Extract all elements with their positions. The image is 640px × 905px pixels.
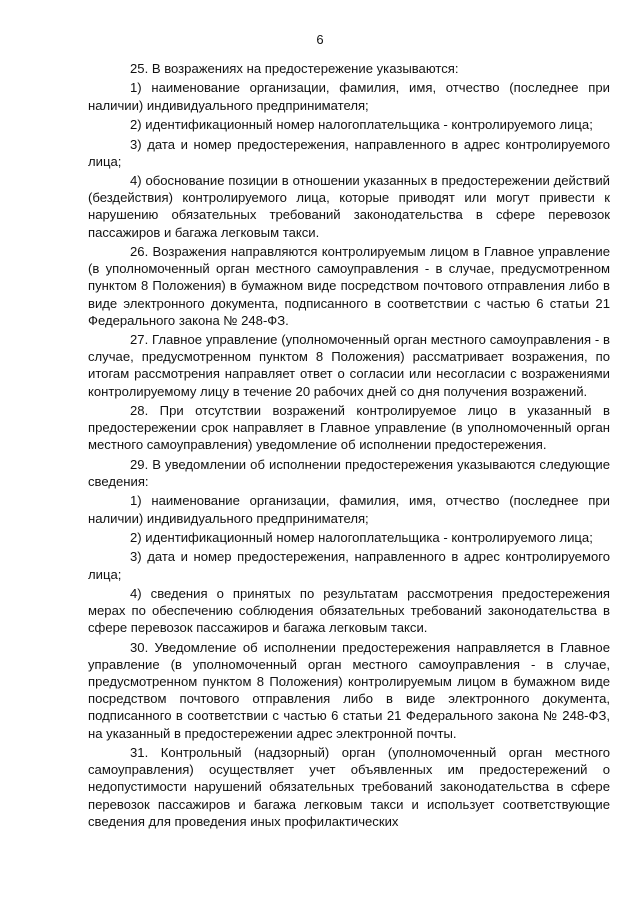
paragraph-30: 30. Уведомление об исполнении предостережения направляется в Главное управление (в уполномоченный орган местного самоуправления - в случае, предусмотренном пунктом 8 Положения) контролируемым лицом в бумажном виде посредством почтового отправления либо в виде электронного документа, подписанного в соответствии с частью 6 статьи 21 Федерального закона № 248-ФЗ, на указанный в предостережении адрес электронной почты. <box>88 639 610 741</box>
document-body <box>88 60 610 830</box>
paragraph-29-item-2: 2) идентификационный номер налогоплательщика - контролируемого лица; <box>130 530 593 546</box>
paragraph-31: 31. Контрольный (надзорный) орган (уполномоченный орган местного самоуправления) осуществляет учет объявленных им предостережений о недопустимости нарушений обязательных требований законодательства в сфере перевозок пассажиров и багажа легковым такси и использует соответствующие сведения для проведения иных профилактических <box>88 745 610 829</box>
paragraph-29-item-1: 1) наименование организации, фамилия, имя, отчество (последнее при наличии) индивидуального предпринимателя; <box>88 493 610 526</box>
paragraph-25-heading: 25. В возражениях на предостережение указываются: <box>130 61 459 76</box>
paragraph-25-item-3: 3) дата и номер предостережения, направленного в адрес контролируемого лица; <box>88 136 610 169</box>
paragraph-29-heading: 29. В уведомлении об исполнении предостережения указываются следующие сведения: <box>88 456 610 489</box>
paragraph-25-item-1: 1) наименование организации, фамилия, имя, отчество (последнее при наличии) индивидуального предпринимателя; <box>88 80 610 113</box>
page-number: 6 <box>316 32 324 47</box>
paragraph-29-item-3: 3) дата и номер предостережения, направленного в адрес контролируемого лица; <box>88 549 610 582</box>
paragraph-26: 26. Возражения направляются контролируемым лицом в Главное управление (в уполномоченный орган местного самоуправления - в случае, предусмотренном пунктом 8 Положения) в бумажном виде посредством почтового отправления либо в виде электронного документа, подписанного в соответствии с частью 6 статьи 21 Федерального закона № 248-ФЗ. <box>88 244 610 328</box>
paragraph-29-item-4: 4) сведения о принятых по результатам рассмотрения предостережения мерах по обеспечению соблюдения обязательных требований законодательства в сфере перевозок пассажиров и багажа легковым такси. <box>88 586 610 636</box>
paragraph-27: 27. Главное управление (уполномоченный орган местного самоуправления - в случае, предусмотренном пунктом 8 Положения) рассматривает возражения, по итогам рассмотрения направляет ответ о согласии или несогласии с возражениями контролируемому лицу в течение 20 рабочих дней со дня получения возражений. <box>88 332 610 399</box>
paragraph-28: 28. При отсутствии возражений контролируемое лицо в указанный в предостережении срок направляет в Главное управление (в уполномоченный орган местного самоуправления) уведомление об исполнении предостережения. <box>88 403 610 453</box>
paragraph-25-item-2: 2) идентификационный номер налогоплательщика - контролируемого лица; <box>130 117 593 133</box>
paragraph-25-item-4: 4) обоснование позиции в отношении указанных в предостережении действий (бездействия) контролируемого лица, которые приводят или могут привести к нарушению обязательных требований законодательства в сфере перевозок пассажиров и багажа легковым такси. <box>88 173 610 240</box>
